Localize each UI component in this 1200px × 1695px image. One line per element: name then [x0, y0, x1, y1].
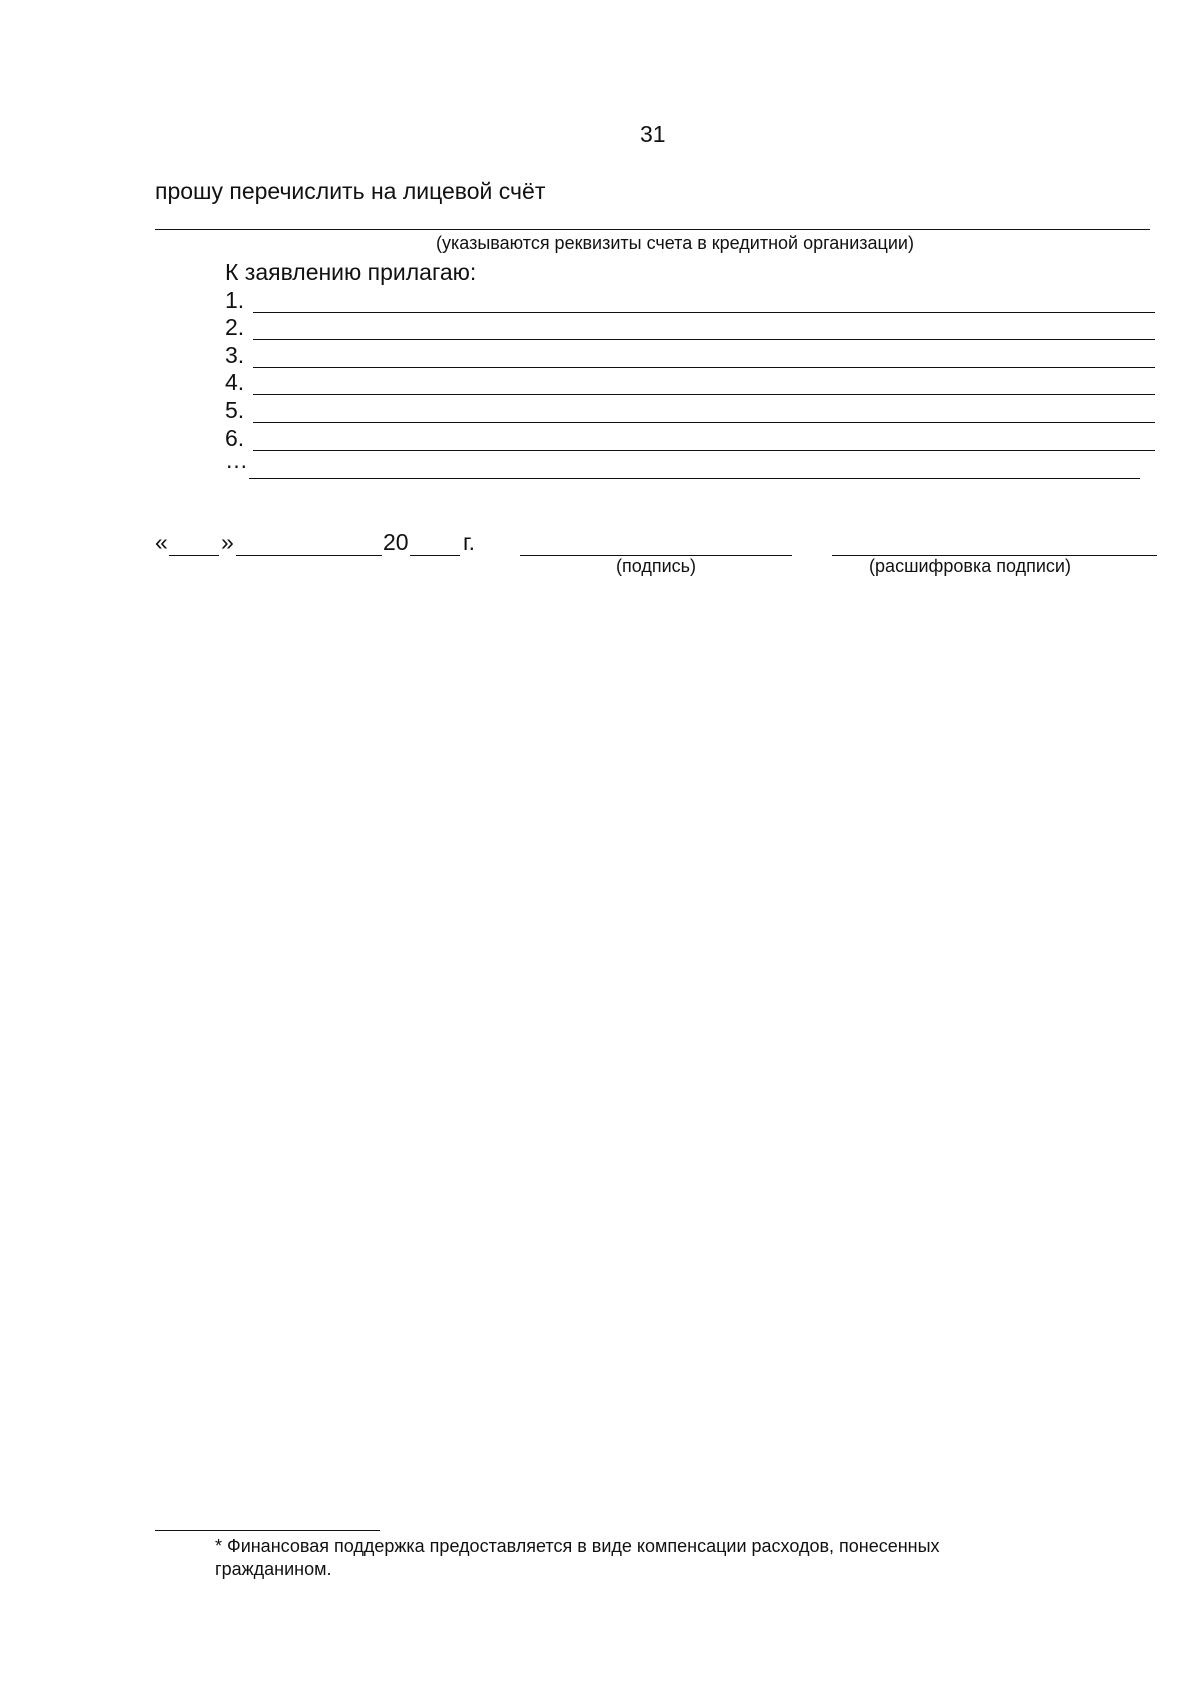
footnote-text: * Финансовая поддержка предоставляется в виде компенсации расходов, понесенных гражданином. [215, 1536, 940, 1579]
attachment-item [225, 314, 1155, 340]
attachment-line[interactable] [253, 312, 1155, 313]
attachment-number: 4. [225, 369, 245, 395]
date-quote-close: » [221, 529, 234, 555]
attachments-heading: К заявлению прилагаю: [225, 259, 477, 285]
attachment-item [225, 397, 1155, 423]
signature-decoding-caption: (расшифровка подписи) [869, 556, 1071, 576]
attachment-item [225, 287, 1155, 313]
attachment-line[interactable] [253, 450, 1155, 451]
attachment-number: 2. [225, 314, 245, 340]
request-text: прошу перечислить на лицевой счёт [155, 178, 546, 204]
signature-caption: (подпись) [615, 556, 697, 576]
attachment-line[interactable] [253, 394, 1155, 395]
account-details-caption: (указываются реквизиты счета в кредитной организации) [436, 233, 914, 253]
attachment-number: 1. [225, 287, 245, 313]
attachment-more: … [225, 447, 248, 473]
date-year-field[interactable] [410, 555, 460, 556]
footnote-separator [155, 1530, 380, 1531]
attachment-line[interactable] [253, 339, 1155, 340]
date-century: 20 [383, 529, 409, 555]
date-year-suffix: г. [463, 529, 475, 555]
account-details-line[interactable] [155, 229, 1150, 230]
attachment-number: 5. [225, 397, 245, 423]
attachment-line[interactable] [253, 422, 1155, 423]
attachment-number: 3. [225, 342, 245, 368]
date-month-field[interactable] [236, 555, 382, 556]
date-quote-open: « [155, 529, 168, 555]
attachment-line[interactable] [249, 478, 1140, 479]
attachment-item [225, 369, 1155, 395]
attachment-line[interactable] [253, 367, 1155, 368]
attachment-item [225, 425, 1155, 451]
attachment-item [225, 342, 1155, 368]
attachment-number: 6. [225, 425, 245, 451]
attachment-item [225, 447, 1140, 479]
page-number: 31 [640, 121, 666, 147]
date-day-field[interactable] [169, 555, 219, 556]
